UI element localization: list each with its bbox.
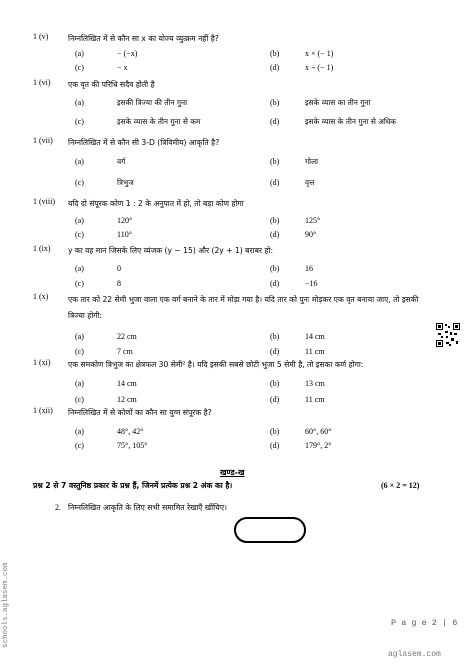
side-watermark: schools.aglasem.com (2, 562, 10, 648)
option-label: (a) (75, 379, 84, 388)
question-text: यदि दो संपूरक कोण 1 : 2 के अनुपात में हो, तो बड़ा कोण होगा (68, 199, 244, 208)
option-label: (d) (270, 347, 280, 356)
option-label: (b) (270, 98, 280, 107)
question-2-number: 2. (55, 503, 61, 512)
option-label: (c) (75, 347, 84, 356)
question-2-text: निम्नलिखित आकृति के लिए सभी समामित रेखाएँ खींचिए। (68, 503, 227, 512)
option-text: x × (− 1) (305, 49, 334, 58)
option-label: (b) (270, 216, 280, 225)
option-text: 8 (117, 279, 121, 288)
page-number: P a g e 2 | 6 (391, 618, 458, 628)
question-number: 1 (v) (33, 32, 49, 41)
option-text: वर्ग (117, 157, 126, 166)
option-text: 179°, 2° (305, 441, 332, 450)
stadium-shape-figure (234, 517, 306, 543)
option-label: (a) (75, 157, 84, 166)
option-text: 7 cm (117, 347, 133, 356)
question-text: निम्नलिखित में से कौन सी 3-D (त्रिविमीय) आकृति है? (68, 138, 220, 147)
option-label: (a) (75, 332, 84, 341)
option-text: 12 cm (117, 395, 137, 404)
section-instruction: प्रश्न 2 से 7 वस्तुनिष्ठ प्रकार के प्रश्न हैं, जिनमें प्रत्येक प्रश्न 2 अंक का है। (33, 481, 233, 490)
option-text: 14 cm (305, 332, 325, 341)
question-text: निम्नलिखित में से कौन सा x का योज्य व्युत्क्रम नहीं है? (68, 34, 219, 43)
option-label: (d) (270, 117, 280, 126)
option-label: (b) (270, 264, 280, 273)
option-text: 48°, 42° (117, 427, 144, 436)
option-label: (c) (75, 441, 84, 450)
option-label: (a) (75, 427, 84, 436)
option-text: − x (117, 63, 128, 72)
question-number: 1 (vii) (33, 136, 53, 145)
option-label: (c) (75, 230, 84, 239)
option-label: (d) (270, 63, 280, 72)
option-label: (c) (75, 117, 84, 126)
option-label: (d) (270, 230, 280, 239)
option-label: (c) (75, 395, 84, 404)
option-label: (a) (75, 264, 84, 273)
option-text: 11 cm (305, 395, 325, 404)
option-label: (a) (75, 49, 84, 58)
question-text: y का वह मान जिसके लिए व्यंजक (y − 15) और (2y + 1) बराबर हो: (68, 246, 273, 255)
option-text: इसके व्यास के तीन गुना से कम (117, 117, 201, 126)
question-number: 1 (xii) (33, 406, 53, 415)
question-text: एक तार को 22 सेमी भुजा वाला एक वर्ग बनाने के तार में मोड़ा गया है। यदि तार को पुनः मोड़कर एक वृत बनाया जाए, तो इसकी त्रिज्या होगी: (68, 295, 419, 320)
question-number: 1 (xi) (33, 358, 51, 367)
option-text: त्रिभुज (117, 178, 134, 187)
option-label: (b) (270, 379, 280, 388)
option-label: (d) (270, 178, 280, 187)
option-text: 22 cm (117, 332, 137, 341)
question-text: एक वृत की परिधि सदैव होती है (68, 80, 155, 89)
option-text: इसके व्यास का तीन गुना (305, 98, 371, 107)
option-label: (c) (75, 279, 84, 288)
option-text: 125° (305, 216, 321, 225)
option-text: इसके व्यास के तीन गुना से अधिक (305, 117, 396, 126)
question-text: निम्नलिखित में से कोणों का कौन सा युग्म संपूरक है? (68, 408, 212, 417)
option-label: (b) (270, 427, 280, 436)
question-text: एक समकोण त्रिभुज का क्षेत्रफल 30 सेमी² है। यदि इसकी सबसे छोटी भुजा 5 सेमी है, तो इसका कर्ण होगा: (68, 360, 364, 369)
question-number: 1 (ix) (33, 244, 51, 253)
option-text: x ÷ (− 1) (305, 63, 334, 72)
option-label: (a) (75, 98, 84, 107)
option-text: 120° (117, 216, 133, 225)
option-text: वृत्त (305, 178, 315, 187)
option-text: इसकी त्रिज्या की तीन गुना (117, 98, 188, 107)
question-number: 1 (vi) (33, 78, 51, 87)
section-marks: (6 × 2 = 12) (381, 481, 420, 490)
option-label: (a) (75, 216, 84, 225)
option-text: 16 (305, 264, 313, 273)
option-label: (d) (270, 395, 280, 404)
option-text: 0 (117, 264, 121, 273)
option-text: 110° (117, 230, 132, 239)
option-label: (d) (270, 441, 280, 450)
qr-code-image (436, 323, 460, 347)
section-title: खण्ड-ख (220, 468, 245, 477)
option-text: 90° (305, 230, 317, 239)
option-text: − (−x) (117, 49, 138, 58)
question-number: 1 (viii) (33, 197, 55, 206)
option-label: (b) (270, 332, 280, 341)
option-label: (d) (270, 279, 280, 288)
option-label: (c) (75, 63, 84, 72)
option-text: 14 cm (117, 379, 137, 388)
option-label: (b) (270, 49, 280, 58)
option-label: (c) (75, 178, 84, 187)
option-text: 75°, 105° (117, 441, 148, 450)
option-text: 11 cm (305, 347, 325, 356)
question-number: 1 (x) (33, 292, 49, 301)
option-label: (b) (270, 157, 280, 166)
option-text: 13 cm (305, 379, 325, 388)
option-text: 60°, 60° (305, 427, 332, 436)
footer-site: aglasem.com (388, 650, 441, 659)
option-text: गोला (305, 157, 319, 166)
option-text: −16 (305, 279, 318, 288)
